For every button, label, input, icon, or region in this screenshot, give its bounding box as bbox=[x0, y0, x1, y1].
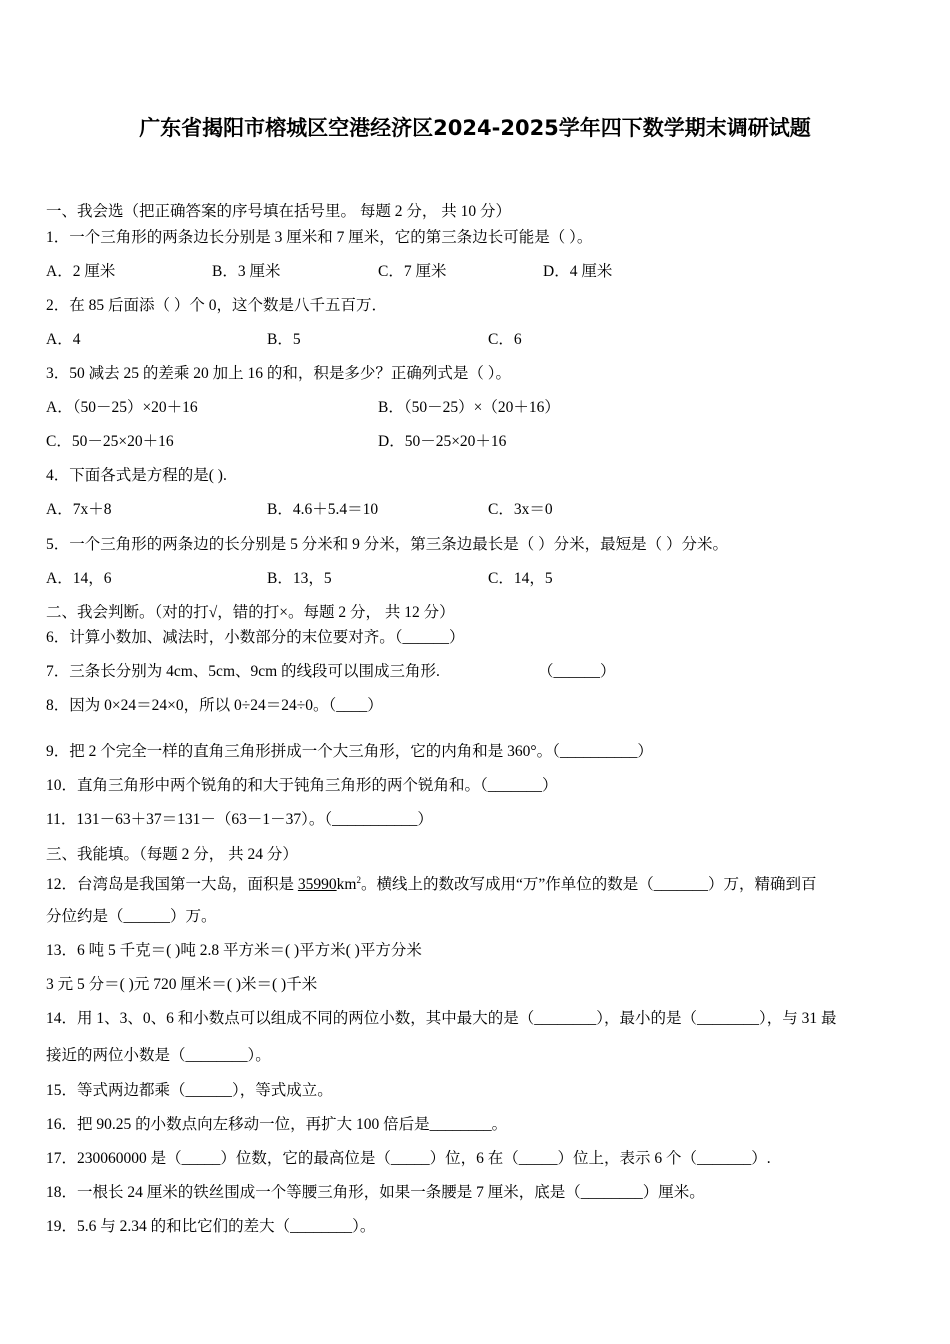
q4-option-b: B．4.6＋5.4＝10 bbox=[267, 501, 379, 518]
question-12-continued: 分位约是（______）万。 bbox=[46, 908, 217, 925]
q7-answer-blank: （______） bbox=[538, 663, 616, 680]
q12-text-start: 12．台湾岛是我国第一大岛，面积是 bbox=[46, 876, 298, 894]
question-6: 6．计算小数加、减法时，小数部分的末位要对齐。（______） bbox=[46, 629, 465, 646]
question-12 bbox=[46, 870, 816, 895]
q1-option-d: D．4 厘米 bbox=[543, 263, 613, 280]
q1-option-b: B．3 厘米 bbox=[212, 263, 281, 280]
q5-option-b: B．13，5 bbox=[267, 570, 332, 587]
section-1-heading: 一、我会选（把正确答案的序号填在括号里。 每题 2 分， 共 10 分） bbox=[46, 203, 512, 220]
q3-option-a: A．（50－25）×20＋16 bbox=[46, 399, 198, 416]
question-5: 5．一个三角形的两条边的长分别是 5 分米和 9 分米，第三条边最长是（ ）分米，最短是（ ）分米。 bbox=[46, 536, 729, 553]
q5-option-a: A．14，6 bbox=[46, 570, 112, 587]
question-17: 17．230060000 是（_____）位数，它的最高位是（_____）位，6 在（_____）位上，表示 6 个（_______）. bbox=[46, 1150, 771, 1167]
question-13-part-1: 13．6 吨 5 千克＝( )吨 2.8 平方米＝( )平方米( )平方分米 bbox=[46, 942, 422, 959]
question-4: 4．下面各式是方程的是( ). bbox=[46, 467, 227, 484]
q2-option-a: A．4 bbox=[46, 331, 81, 348]
q12-area-unit: km bbox=[336, 876, 357, 894]
q1-option-a: A．2 厘米 bbox=[46, 263, 116, 280]
q5-option-c: C．14，5 bbox=[488, 570, 553, 587]
q4-option-a: A．7x＋8 bbox=[46, 501, 112, 518]
question-9: 9．把 2 个完全一样的直角三角形拼成一个大三角形，它的内角和是 360°。（__________） bbox=[46, 743, 653, 760]
page-title: 广东省揭阳市榕城区空港经济区2024-2025学年四下数学期末调研试题 bbox=[139, 116, 811, 140]
question-8: 8．因为 0×24＝24×0，所以 0÷24＝24÷0。（____） bbox=[46, 697, 383, 714]
question-19: 19．5.6 与 2.34 的和比它们的差大（________）。 bbox=[46, 1218, 376, 1235]
q2-option-c: C．6 bbox=[488, 331, 522, 348]
question-10: 10．直角三角形中两个锐角的和大于钝角三角形的两个锐角和。（_______） bbox=[46, 777, 558, 794]
q12-unit-exponent: 2 bbox=[356, 875, 361, 885]
q12-text-end: 。横线上的数改写成用“万”作单位的数是（_______）万，精确到百 bbox=[360, 876, 817, 894]
q2-option-b: B．5 bbox=[267, 331, 301, 348]
question-14-continued: 接近的两位小数是（________）。 bbox=[46, 1047, 271, 1064]
question-18: 18．一根长 24 厘米的铁丝围成一个等腰三角形，如果一条腰是 7 厘米，底是（________）厘米。 bbox=[46, 1184, 705, 1201]
question-11: 11．131－63＋37＝131－（63－1－37）。（___________） bbox=[46, 811, 433, 828]
q3-option-b: B．（50－25）×（20＋16） bbox=[378, 399, 560, 416]
question-7: 7．三条长分别为 4cm、5cm、9cm 的线段可以围成三角形. bbox=[46, 663, 440, 680]
q4-option-c: C．3x＝0 bbox=[488, 501, 553, 518]
q3-option-d: D．50－25×20＋16 bbox=[378, 433, 507, 450]
q1-option-c: C．7 厘米 bbox=[378, 263, 447, 280]
q12-area-number: 35990 bbox=[297, 876, 337, 894]
question-13-part-2: 3 元 5 分＝( )元 720 厘米＝( )米＝( )千米 bbox=[46, 976, 318, 993]
question-3: 3．50 减去 25 的差乘 20 加上 16 的和，积是多少？正确列式是（ ）。 bbox=[46, 365, 512, 382]
question-16: 16．把 90.25 的小数点向左移动一位，再扩大 100 倍后是________。 bbox=[46, 1116, 508, 1133]
question-14: 14．用 1、3、0、6 和小数点可以组成不同的两位小数，其中最大的是（________），最小的是（________），与 31 最 bbox=[46, 1010, 837, 1027]
question-15: 15．等式两边都乘（______），等式成立。 bbox=[46, 1082, 333, 1099]
section-3-heading: 三、我能填。（每题 2 分， 共 24 分） bbox=[46, 846, 298, 863]
q3-option-c: C．50－25×20＋16 bbox=[46, 433, 174, 450]
section-2-heading: 二、我会判断。（对的打√，错的打×。每题 2 分， 共 12 分） bbox=[46, 604, 455, 621]
question-1: 1．一个三角形的两条边长分别是 3 厘米和 7 厘米，它的第三条边长可能是（ ）。 bbox=[46, 229, 593, 246]
question-2: 2．在 85 后面添（ ）个 0，这个数是八千五百万． bbox=[46, 297, 388, 314]
